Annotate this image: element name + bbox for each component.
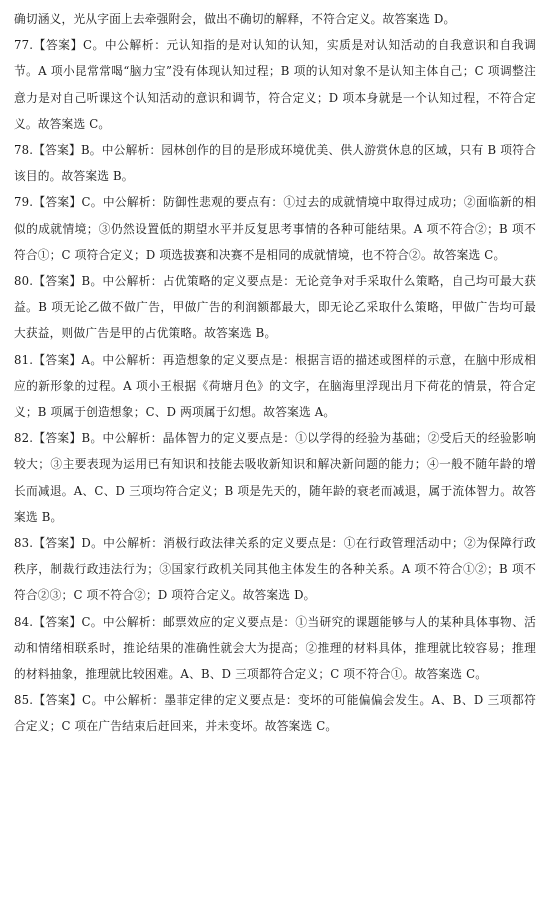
answer-explanation-82: 82.【答案】B。中公解析：晶体智力的定义要点是：①以学得的经验为基础；②受后天的经验影响较大；③主要表现为运用已有知识和技能去吸收新知识和解决新问题的能力；④一般不随年龄的增长而减退。A、C、D 三项均符合定义；B 项是先天的，随年龄的衰老而减退，属于流体智力。故答案选 B。 <box>14 431 536 524</box>
answer-explanation-84: 84.【答案】C。中公解析：邮票效应的定义要点是：①当研究的课题能够与人的某种具体事物、活动和情绪相联系时，推论结果的准确性就会大为提高；②推理的材料具体，推理就比较容易；推理的材料抽象，推理就比较困难。A、B、D 三项都符合定义；C 项不符合①。故答案选 C。 <box>14 614 536 682</box>
answer-explanation-81: 81.【答案】A。中公解析：再造想象的定义要点是：根据言语的描述或图样的示意，在脑中形成相应的新形象的过程。A 项小王根据《荷塘月色》的文字，在脑海里浮现出月下荷花的情景，符合定义；B 项属于创造想象；C、D 两项属于幻想。故答案选 A。 <box>14 352 536 420</box>
answer-explanation-79: 79.【答案】C。中公解析：防御性悲观的要点有：①过去的成就情境中取得过成功；②面临新的相似的成就情境；③仍然设置低的期望水平并反复思考事情的各种可能结果。A 项不符合②；B 项不符合①；C 项符合定义；D 项选拔赛和决赛不是相同的成就情境，也不符合②。故答案选 C。 <box>14 195 536 262</box>
answer-explanation-83: 83.【答案】D。中公解析：消极行政法律关系的定义要点是：①在行政管理活动中；②为保障行政秩序，制裁行政违法行为；③国家行政机关同其他主体发生的各种关系。A 项不符合①②；B 项不符合②③；C 项不符合②；D 项符合定义。故答案选 D。 <box>14 536 536 603</box>
answer-explanation-80: 80.【答案】B。中公解析：占优策略的定义要点是：无论竞争对手采取什么策略，自己均可最大获益。B 项无论乙做不做广告，甲做广告的利润额都最大，即无论乙采取什么策略，甲做广告均可最大获益，则做广告是甲的占优策略。故答案选 B。 <box>14 274 536 341</box>
answer-explanation-76-tail: 确切涵义，光从字面上去牵强附会，做出不确切的解释，不符合定义。故答案选 D。 <box>14 12 456 26</box>
answer-explanation-85: 85.【答案】C。中公解析：墨菲定律的定义要点是：变坏的可能偏偏会发生。A、B、D 三项都符合定义；C 项在广告结束后赶回来，并未变坏。故答案选 C。 <box>14 693 536 734</box>
answer-explanation-77: 77.【答案】C。中公解析：元认知指的是对认知的认知，实质是对认知活动的自我意识和自我调节。A 项小昆常常喝“脑力宝”没有体现认知过程；B 项的认知对象不是认知主体自己；C 项调整注意力是对自己听课这个认知活动的意识和调节，符合定义；D 项本身就是一个认知过程，不符合定义。故答案选 C。 <box>14 38 536 131</box>
answer-explanation-78: 78.【答案】B。中公解析：园林创作的目的是形成环境优美、供人游赏休息的区域，只有 B 项符合该目的。故答案选 B。 <box>14 143 536 184</box>
